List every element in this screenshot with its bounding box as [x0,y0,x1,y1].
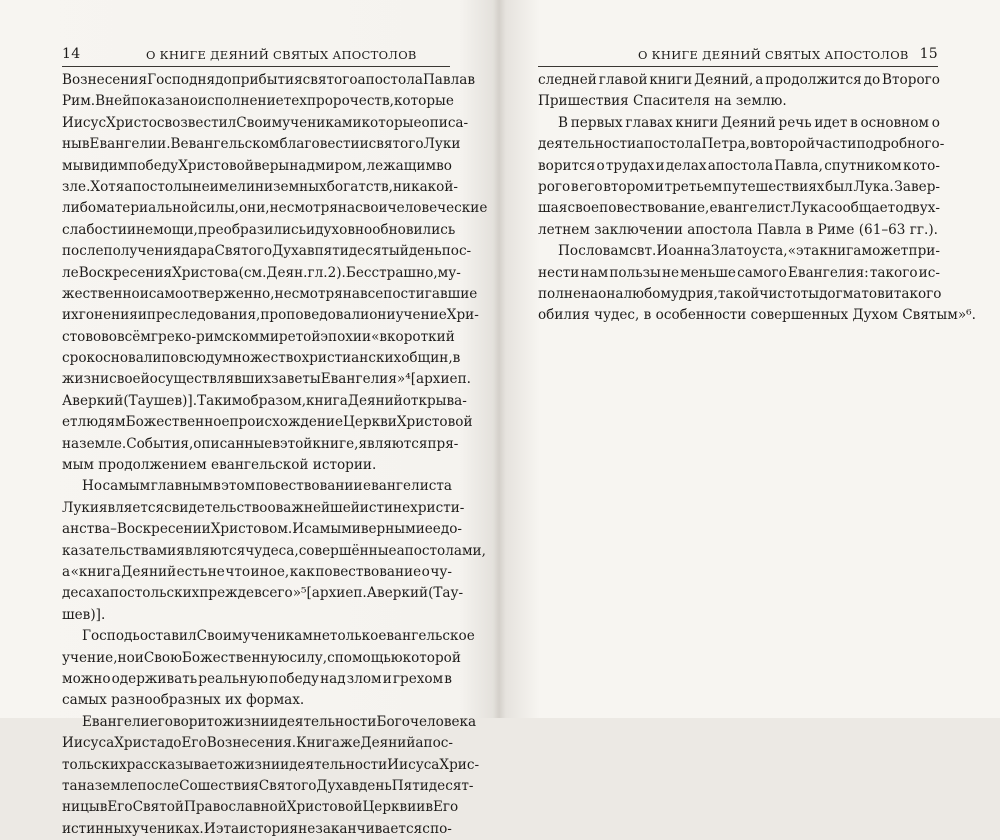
text-line [62,476,452,497]
text-line-content: жественно и самоотверженно, несмотря на все постигавшие [62,285,478,302]
text-line [62,177,459,198]
text-line-content: тольских рассказывает о жизни и деятельности Иисуса Хрис- [62,756,480,773]
text-line-content: следней главой книги Деяний, а продолжится до Второго [538,72,940,88]
text-line-content: зле. Хотя апостолы не имели ни земных богатств, ни какой- [62,178,459,195]
text-line-content: а «книга Деяний есть не что иное, как повествование о чу- [62,563,452,580]
text-line-content: В первых главах книги Деяний речь идет в основном о [558,114,940,131]
text-line-content: Евангелие говорит о жизни и деятельности Богочеловека [82,713,477,730]
text-line [538,305,976,326]
text-line-content: ет людям Божественное происхождение Церкви Христовой [62,414,473,431]
text-line-content: Вознесения Господня до прибытия святого апостола Павла в [62,72,475,88]
text-line-content: ворится о трудах и делах апостола Павла, спутником кото- [538,157,940,174]
text-line-content: деятельности апостола Петра, во второй части подробно го- [538,136,945,153]
text-line [62,156,452,177]
text-line [62,305,479,326]
text-line [62,391,467,412]
text-line [538,198,940,219]
text-line [62,198,488,219]
left-page [0,0,500,837]
text-line [62,327,455,348]
text-line-content: после получения дара Святого Духа в пятидесятый день пос- [62,243,472,260]
text-line-content: Но самым главным в этом повествовании евангелиста [82,478,452,495]
right-running-head [538,44,938,67]
right-page [500,0,1000,718]
text-line-content: слабости и немощи, преобразились и духовно обновились [62,221,456,238]
text-line-content: Иисуса Христа до Его Вознесения. Книга же Деяний апос- [62,735,453,752]
text-line-content: Иисус Христос возвестил Своим ученикам и которые описа- [62,114,469,131]
text-line [62,733,452,754]
text-line-content: мым продолжением евангельской истории. [62,457,377,474]
text-line-content: Аверкий (Таушев)]. Таким образом, книга Деяний открыва- [62,392,467,409]
text-line-content: ницы в Его Святой Православной Христовой Церкви и в Его [62,799,459,816]
text-line [538,91,940,112]
text-line [538,263,940,284]
text-line [62,434,459,455]
text-line-content: летнем заключении апостола Павла в Риме (61–63 гг.). [538,221,938,238]
text-line [62,669,452,690]
left-page-number: 14 [62,46,81,62]
text-line [62,263,461,284]
left-page-text [62,70,488,840]
text-line [62,605,452,626]
text-line [62,562,452,583]
text-line-content: на земле. События, описанные в этой книге, являются пря- [62,435,459,452]
text-line [62,369,471,390]
text-line [62,412,473,433]
text-line-content: рого в его втором и третьем путешествиях был Лука. Завер- [538,178,940,195]
text-line-content: ле Воскресения Христова (см. Деян. гл. 2). Бесстрашно, му- [62,264,461,281]
text-line [62,220,456,241]
text-line-content: обилия чудес, в особенности совершенных Духом Святым»⁶. [538,307,976,324]
right-running-title: О КНИГЕ ДЕЯНИЙ СВЯТЫХ АПОСТОЛОВ [638,48,909,62]
text-line-content: Господь оставил Своим ученикам не только евангельское [82,628,475,645]
text-line [538,177,940,198]
text-line [62,113,469,134]
text-line [62,712,477,733]
text-line [538,156,940,177]
text-line [62,348,461,369]
left-running-head [62,44,450,67]
text-line-content: ны в Евангелии. В евангельском благовестии святого Луки [62,136,461,153]
text-line-content: Рим. В ней показано исполнение тех пророчеств, которые [62,93,454,110]
text-line-content: мы видим победу Христовой веры над миром, лежащим во [62,157,452,174]
text-line-content: полнена она любомудрия, такой чистоты догматов и такого [538,285,942,302]
text-line [62,519,463,540]
text-line-content: учение, но и Свою Божественную силу, с помощью которой [62,649,461,666]
text-line [62,626,475,647]
text-line [62,583,464,604]
text-line [538,284,940,305]
text-line-content: шая свое повествование, евангелист Лука сообщает о двух- [538,200,940,217]
text-line-content: жизни своей осуществлявших заветы Евангелия»⁴ [архиеп. [62,371,471,388]
text-line-content: их гонения и преследования, проповедовали они учение Хри- [62,307,479,324]
text-line-content: стово во всём греко-римском мире той эпохи и «в короткий [62,328,455,345]
right-page-number: 15 [919,46,938,62]
text-line-content: можно одерживать реальную победу над злом и грехом в [62,670,452,687]
text-line-content: истинных учениках. И эта история не заканчивается с по- [62,820,452,837]
text-line-content: срок основали повсюду множество христианских общин, в [62,350,461,367]
text-line [62,690,452,711]
text-line [62,776,474,797]
text-line [538,241,940,262]
text-line-content: нести нам пользы не меньше самого Евангелия: такого ис- [538,264,940,281]
text-line [62,91,452,112]
text-line [62,134,461,155]
text-line [62,797,459,818]
text-line-content: Пришествия Спасителя на землю. [538,93,787,110]
text-line-content: десах апостольских прежде всего»⁵ [архиеп. Аверкий (Тау- [62,585,464,602]
text-line [62,241,472,262]
right-page-text [538,70,976,327]
text-line [62,498,465,519]
text-line [538,113,940,134]
text-line-content: либо материальной силы, они, несмотря на свои человеческие [62,200,488,217]
text-line [62,541,486,562]
text-line [62,284,478,305]
text-line [62,819,452,840]
text-line [538,70,940,91]
text-line [62,648,461,669]
text-line-content: По словам свт. Иоанна Златоуста, «эта книга может при- [558,243,940,260]
text-line [62,70,475,91]
text-line [538,220,940,241]
text-line-content: самых разнообразных их формах. [62,692,305,709]
text-line-content: шев)]. [62,606,106,623]
text-line-content: та на земле после Сошествия Святого Духа в день Пятидесят- [62,777,474,794]
text-line-content: Луки является свидетельство о важнейшей истине христи- [62,499,465,516]
text-line-content: анства – Воскресении Христовом. И самыми верными ее до- [62,521,463,538]
left-running-title: О КНИГЕ ДЕЯНИЙ СВЯТЫХ АПОСТОЛОВ [146,48,417,62]
text-line [62,455,452,476]
text-line-content: казательствами являются чудеса, совершённые апостолами, [62,542,486,559]
text-line [62,755,480,776]
text-line [538,134,945,155]
